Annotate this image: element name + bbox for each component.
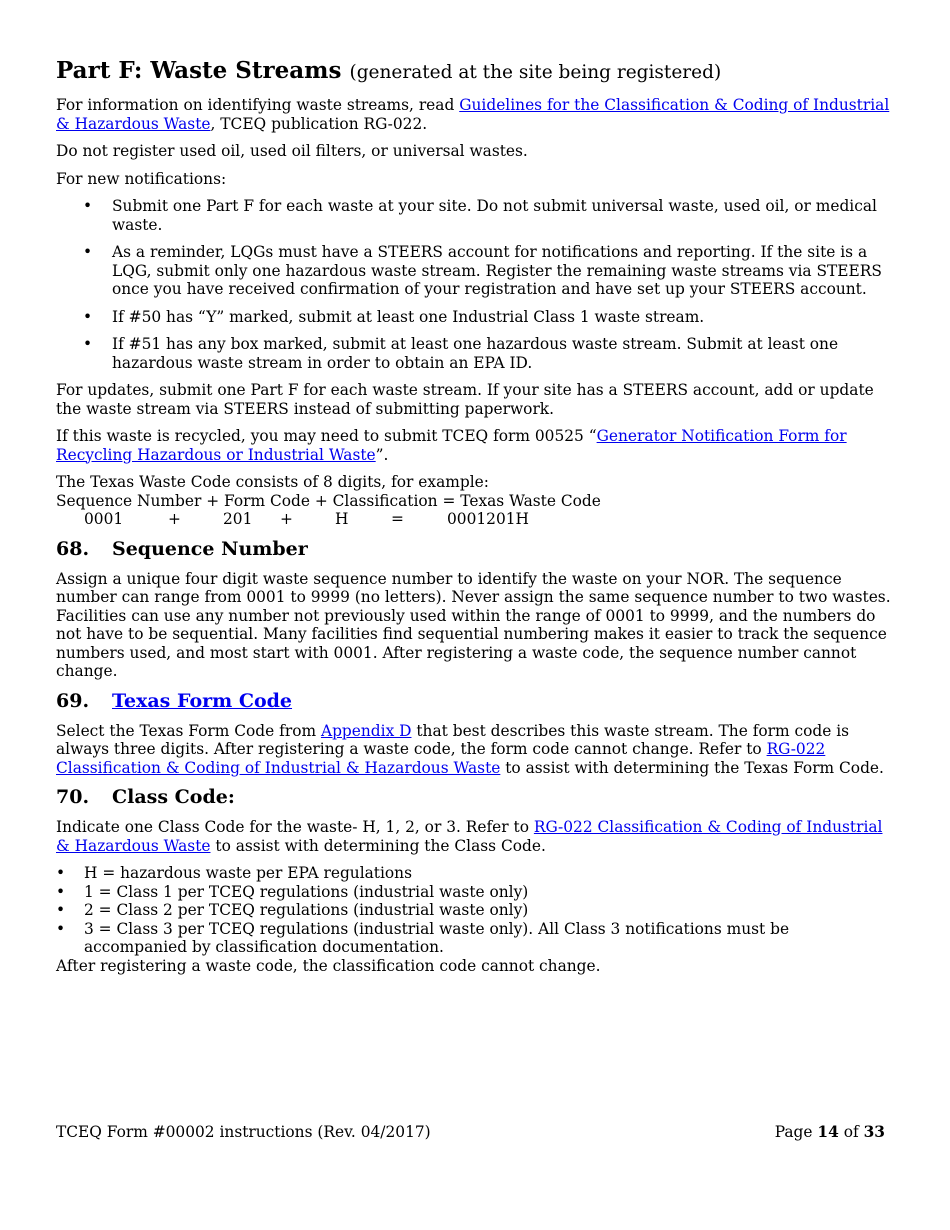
rg022-class-link[interactable]: RG-022 Classification & Coding of Industrial & Hazardous Waste xyxy=(56,818,883,855)
texas-form-code-link[interactable]: Texas Form Code xyxy=(112,689,293,712)
section-68-heading xyxy=(56,538,896,560)
class-code-list xyxy=(56,864,896,957)
section-number: 68. xyxy=(56,537,90,560)
bullet-icon: • xyxy=(83,307,93,326)
example-plus-1: + xyxy=(168,510,181,528)
of-word: of xyxy=(838,1123,864,1141)
bullet-icon: • xyxy=(56,901,66,919)
section-70-body xyxy=(56,818,896,855)
guidelines-link[interactable]: Guidelines for the Classification & Coding of Industrial & Hazardous Waste xyxy=(56,96,890,133)
section-69-heading xyxy=(56,690,896,712)
page-title xyxy=(56,58,896,86)
total-pages: 33 xyxy=(863,1123,885,1141)
waste-code-explanation xyxy=(56,473,896,529)
list-item-text: If #51 has any box marked, submit at least one hazardous waste stream. Submit at least one hazardous waste stream in order to obtain an EPA ID. xyxy=(112,335,839,372)
intro-text-after: , TCEQ publication RG-022. xyxy=(210,114,428,133)
section-number: 69. xyxy=(56,689,90,712)
recycle-text-after: ”. xyxy=(375,445,389,464)
recycle-paragraph xyxy=(56,427,896,464)
rg022-link[interactable]: RG-022 Classification & Coding of Industrial & Hazardous Waste xyxy=(56,740,826,777)
page-title-main: Part F: Waste Streams xyxy=(56,57,342,84)
bullet-icon: • xyxy=(56,864,66,882)
footer-form-label: TCEQ Form #00002 instructions (Rev. 04/2017) xyxy=(56,1123,431,1141)
list-item xyxy=(56,335,896,372)
body-text: to assist with determining the Texas Form Code. xyxy=(500,758,884,777)
section-69-body xyxy=(56,722,896,778)
appendix-d-link[interactable]: Appendix D xyxy=(320,721,412,740)
section-70-closing: After registering a waste code, the classification code cannot change. xyxy=(56,956,601,975)
waste-code-line2: Sequence Number + Form Code + Classification = Texas Waste Code xyxy=(56,491,601,510)
list-item-text: H = hazardous waste per EPA regulations xyxy=(84,864,412,882)
body-text: Indicate one Class Code for the waste- H, 1, 2, or 3. Refer to xyxy=(56,818,534,836)
bullet-icon: • xyxy=(83,243,93,261)
bullet-icon: • xyxy=(83,335,93,353)
page-content xyxy=(56,58,896,975)
section-title: Sequence Number xyxy=(112,537,308,560)
list-item xyxy=(56,901,896,920)
recycle-text-before: If this waste is recycled, you may need to submit TCEQ form 00525 “ xyxy=(56,427,597,445)
bullet-icon: • xyxy=(83,197,93,215)
example-result: 0001201H xyxy=(447,510,529,528)
page-word: Page xyxy=(774,1123,818,1141)
list-item xyxy=(56,243,896,299)
section-title: Class Code: xyxy=(112,786,235,808)
new-notifications-list xyxy=(56,197,896,372)
example-class: H xyxy=(335,510,349,528)
waste-code-example xyxy=(56,510,896,529)
list-item-text: As a reminder, LQGs must have a STEERS account for notifications and reporting. If the site is a LQG, submit only one hazardous waste stream. Register the remaining waste streams via STEERS once you have received confirmation of your registration and have set up your STEERS account. xyxy=(112,243,882,298)
list-item xyxy=(56,197,896,234)
do-not-register-text: Do not register used oil, used oil filters, or universal wastes. xyxy=(56,142,528,160)
example-plus-2: + xyxy=(280,510,293,528)
list-item-text: 2 = Class 2 per TCEQ regulations (industrial waste only) xyxy=(84,901,529,919)
current-page: 14 xyxy=(817,1123,839,1141)
bullet-icon: • xyxy=(56,882,66,901)
list-item-text: 3 = Class 3 per TCEQ regulations (industrial waste only). All Class 3 notifications must be accompanied by classification documentation. xyxy=(84,919,790,956)
body-text: Select the Texas Form Code from xyxy=(56,721,321,740)
example-equals: = xyxy=(391,510,404,528)
bullet-icon: • xyxy=(56,919,66,938)
list-item xyxy=(56,920,896,957)
list-item xyxy=(56,883,896,902)
list-item-text: Submit one Part F for each waste at your site. Do not submit universal waste, used oil, or medical waste. xyxy=(112,197,877,234)
list-item-text: If #50 has “Y” marked, submit at least one Industrial Class 1 waste stream. xyxy=(112,307,705,326)
updates-paragraph: For updates, submit one Part F for each waste stream. If your site has a STEERS account, add or update the waste stream via STEERS instead of submitting paperwork. xyxy=(56,381,874,418)
body-text: that best describes this waste stream. The form code is always three digits. After registering a waste code, the form code cannot change. Refer to xyxy=(56,721,850,758)
example-form: 201 xyxy=(223,510,253,528)
intro-text-before: For information on identifying waste streams, read xyxy=(56,96,460,114)
waste-code-line1: The Texas Waste Code consists of 8 digits, for example: xyxy=(56,473,489,491)
new-notifications-heading: For new notifications: xyxy=(56,169,227,188)
page-title-subtitle: (generated at the site being registered) xyxy=(349,62,722,83)
section-number: 70. xyxy=(56,786,90,808)
example-sequence: 0001 xyxy=(84,510,124,528)
intro-paragraph xyxy=(56,96,896,133)
section-70-heading xyxy=(56,786,896,808)
list-item xyxy=(56,864,896,883)
section-68-body: Assign a unique four digit waste sequence number to identify the waste on your NOR. The sequence number can range from 0001 to 9999 (no letters). Never assign the same sequence number to two wastes. Facilities can use any number not previously used within the range of 0001 to 9999, and the numbers do not have to be sequential. Many facilities find sequential numbering makes it easier to track the sequence numbers used, and most start with 0001. After registering a waste code, the sequence number cannot change. xyxy=(56,569,891,680)
recycling-form-link[interactable]: Generator Notification Form for Recycling Hazardous or Industrial Waste xyxy=(56,427,847,464)
footer-page-number xyxy=(775,1123,885,1142)
list-item xyxy=(56,308,896,327)
body-text: to assist with determining the Class Code. xyxy=(210,836,546,855)
list-item-text: 1 = Class 1 per TCEQ regulations (industrial waste only) xyxy=(84,882,529,901)
